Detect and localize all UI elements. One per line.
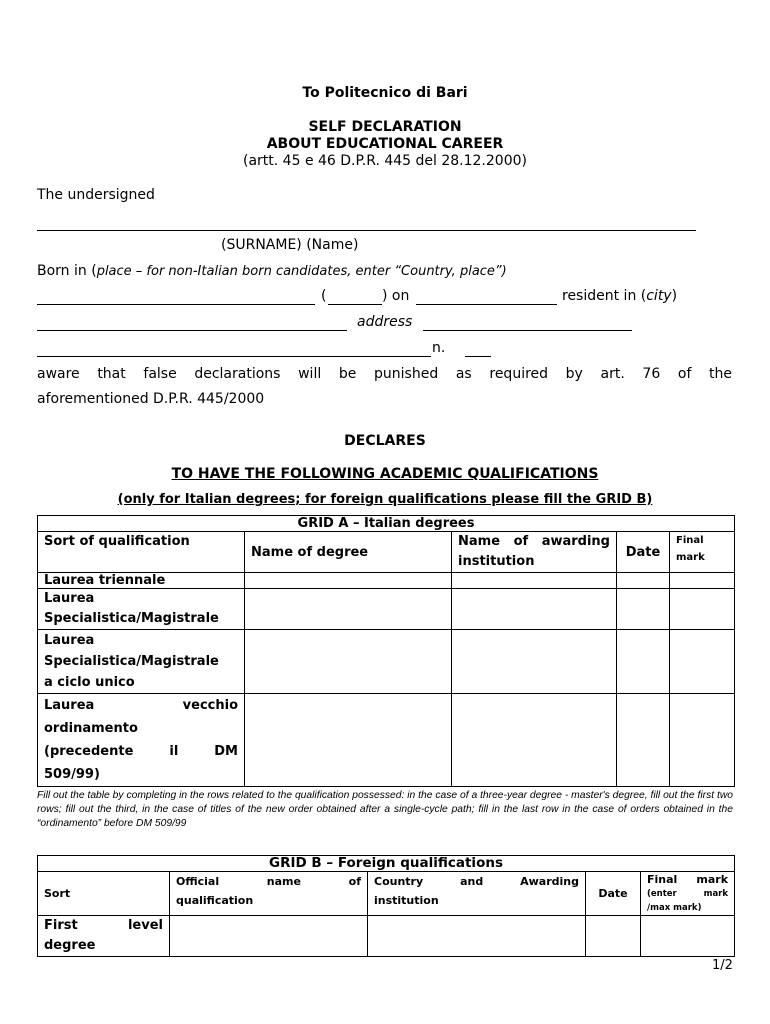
address-field-line[interactable] bbox=[423, 330, 632, 331]
address-label: address bbox=[357, 314, 413, 330]
grid-a-row-vecchio-institution-cell[interactable] bbox=[452, 694, 617, 787]
grid-a-row-triennale-date-cell[interactable] bbox=[617, 573, 670, 589]
grid-b-col-inst-line-1: Country and Awarding bbox=[374, 875, 579, 888]
grid-b-row-first-level-date-cell[interactable] bbox=[586, 916, 641, 957]
grid-a-row-vecchio-line-3: (precedente il DM bbox=[44, 744, 238, 759]
title-line-1: SELF DECLARATION bbox=[308, 119, 462, 135]
grid-a-row-vecchio-mark-cell[interactable] bbox=[670, 694, 735, 787]
birth-date-field-line[interactable] bbox=[416, 304, 557, 305]
grid-b-col-inst-line-2: institution bbox=[374, 894, 439, 907]
grid-a-row-ciclo-unico-label bbox=[38, 630, 245, 694]
resident-in-label: resident in ( bbox=[562, 288, 647, 304]
city-label: city bbox=[646, 288, 672, 304]
grid-a-row-vecchio-line-4: 509/99) bbox=[44, 767, 100, 782]
surname-name-label: (SURNAME) (Name) bbox=[221, 237, 359, 253]
grid-b-row-first-level-mark-cell[interactable] bbox=[641, 916, 735, 957]
grid-b-row-first-level-name-cell[interactable] bbox=[170, 916, 368, 957]
grid-a-row-ciclo-unico-name-cell[interactable] bbox=[245, 630, 452, 694]
grid-a-row-ciclo-unico-date-cell[interactable] bbox=[617, 630, 670, 694]
grid-a-row-ciclo-unico-line-1: Laurea bbox=[44, 633, 95, 648]
grid-a-col-name: Name of degree bbox=[245, 532, 452, 573]
grid-a-row-triennale-mark-cell[interactable] bbox=[670, 573, 735, 589]
grid-a-row-vecchio-name-cell[interactable] bbox=[245, 694, 452, 787]
grid-b-col-mark-line-1: Final mark bbox=[647, 873, 729, 886]
grid-a-col-date: Date bbox=[617, 532, 670, 573]
grid-a-row-ciclo-unico-mark-cell[interactable] bbox=[670, 630, 735, 694]
grid-b-col-name-line-1: Official name of bbox=[176, 875, 361, 888]
city-field-line[interactable] bbox=[37, 330, 347, 331]
born-in-hint: place – for non-Italian born candidates, enter “Country, place”) bbox=[96, 264, 507, 279]
birth-province-field-line[interactable] bbox=[328, 304, 382, 305]
grid-b-row-first-level-line-1: First level bbox=[44, 918, 163, 933]
grid-a-row-magistrale-mark-cell[interactable] bbox=[670, 589, 735, 630]
grid-b-col-name bbox=[170, 872, 368, 916]
grid-a-row-magistrale-label bbox=[38, 589, 245, 630]
qualifications-heading: TO HAVE THE FOLLOWING ACADEMIC QUALIFICATIONS bbox=[171, 466, 599, 482]
page-number: 1/2 bbox=[712, 958, 733, 973]
grid-a-col-mark-line-2: mark bbox=[676, 552, 705, 563]
grid-b-row-first-level-label bbox=[38, 916, 170, 957]
grid-a-row-triennale-institution-cell[interactable] bbox=[452, 573, 617, 589]
aware-line-1: aware that false declarations will be punished as required by art. 76 of the bbox=[37, 366, 732, 382]
grid-a-col-inst-line-1: Name of awarding bbox=[458, 534, 610, 549]
grid-a-row-vecchio-date-cell[interactable] bbox=[617, 694, 670, 787]
grid-b-col-mark-line-3: /max mark) bbox=[647, 903, 702, 913]
grid-a-col-institution bbox=[452, 532, 617, 573]
grid-b-col-mark bbox=[641, 872, 735, 916]
grid-a-row-ciclo-unico-line-2: Specialistica/Magistrale bbox=[44, 654, 219, 669]
grid-a-row-triennale-label: Laurea triennale bbox=[38, 573, 245, 589]
grid-a-row-triennale-name-cell[interactable] bbox=[245, 573, 452, 589]
date-paren-open: ( bbox=[321, 288, 327, 304]
house-number-field-line[interactable] bbox=[465, 356, 491, 357]
grid-b-col-name-line-2: qualification bbox=[176, 894, 254, 907]
grid-a-col-mark-line-1: Final bbox=[676, 535, 704, 546]
grid-b-col-date: Date bbox=[586, 872, 641, 916]
date-on-label: ) on bbox=[382, 288, 410, 304]
grid-a-row-magistrale-institution-cell[interactable] bbox=[452, 589, 617, 630]
grid-b-table bbox=[37, 855, 735, 957]
grid-a-col-inst-line-2: institution bbox=[458, 554, 535, 569]
grid-a-row-magistrale-date-cell[interactable] bbox=[617, 589, 670, 630]
born-in-row bbox=[37, 263, 507, 279]
birthplace-field-line[interactable] bbox=[37, 304, 315, 305]
resident-in-row bbox=[562, 288, 677, 304]
grid-a-row-magistrale-line-1: Laurea bbox=[44, 591, 95, 606]
grid-b-row-first-level-line-2: degree bbox=[44, 938, 96, 953]
grid-b-col-institution bbox=[368, 872, 586, 916]
grid-a-row-vecchio-label bbox=[38, 694, 245, 787]
qualifications-subheading: (only for Italian degrees; for foreign qualifications please fill the GRID B) bbox=[117, 492, 653, 507]
grid-a-col-sort: Sort of qualification bbox=[38, 532, 245, 573]
name-field-line[interactable] bbox=[37, 230, 696, 231]
grid-a-instructions: Fill out the table by completing in the rows related to the qualification possessed: in the case of a three-year degree - master's degree, fill out the first two rows; fill out the third, in the case of titles of the new order obtained after a single-cycle path; fill in the last row in the case of orders obtained in the “ordinamento” before DM 509/99 bbox=[37, 790, 733, 829]
city-close: ) bbox=[671, 288, 678, 304]
grid-a-row-ciclo-unico-institution-cell[interactable] bbox=[452, 630, 617, 694]
grid-b-col-mark-line-2: (enter mark bbox=[647, 889, 729, 899]
born-in-label: Born in ( bbox=[37, 263, 97, 279]
grid-a-col-mark bbox=[670, 532, 735, 573]
grid-a-row-vecchio-line-2: ordinamento bbox=[44, 721, 138, 736]
grid-a-row-magistrale-name-cell[interactable] bbox=[245, 589, 452, 630]
grid-a-row-ciclo-unico-line-3: a ciclo unico bbox=[44, 675, 135, 690]
declares-heading: DECLARES bbox=[344, 433, 426, 449]
grid-a-row-magistrale-line-2: Specialistica/Magistrale bbox=[44, 611, 219, 626]
street-field-line[interactable] bbox=[37, 356, 431, 357]
grid-a-title: GRID A – Italian degrees bbox=[38, 516, 735, 532]
undersigned-label: The undersigned bbox=[37, 187, 155, 203]
aware-line-2: aforementioned D.P.R. 445/2000 bbox=[37, 391, 265, 407]
grid-a-table bbox=[37, 515, 735, 787]
number-label: n. bbox=[432, 340, 446, 356]
law-reference: (artt. 45 e 46 D.P.R. 445 del 28.12.2000) bbox=[243, 153, 527, 169]
grid-b-col-sort: Sort bbox=[38, 872, 170, 916]
grid-b-row-first-level-institution-cell[interactable] bbox=[368, 916, 586, 957]
grid-a-row-vecchio-line-1: Laurea vecchio bbox=[44, 698, 238, 713]
title-line-2: ABOUT EDUCATIONAL CAREER bbox=[266, 136, 504, 152]
recipient: To Politecnico di Bari bbox=[302, 85, 468, 101]
grid-b-title: GRID B – Foreign qualifications bbox=[38, 856, 735, 872]
